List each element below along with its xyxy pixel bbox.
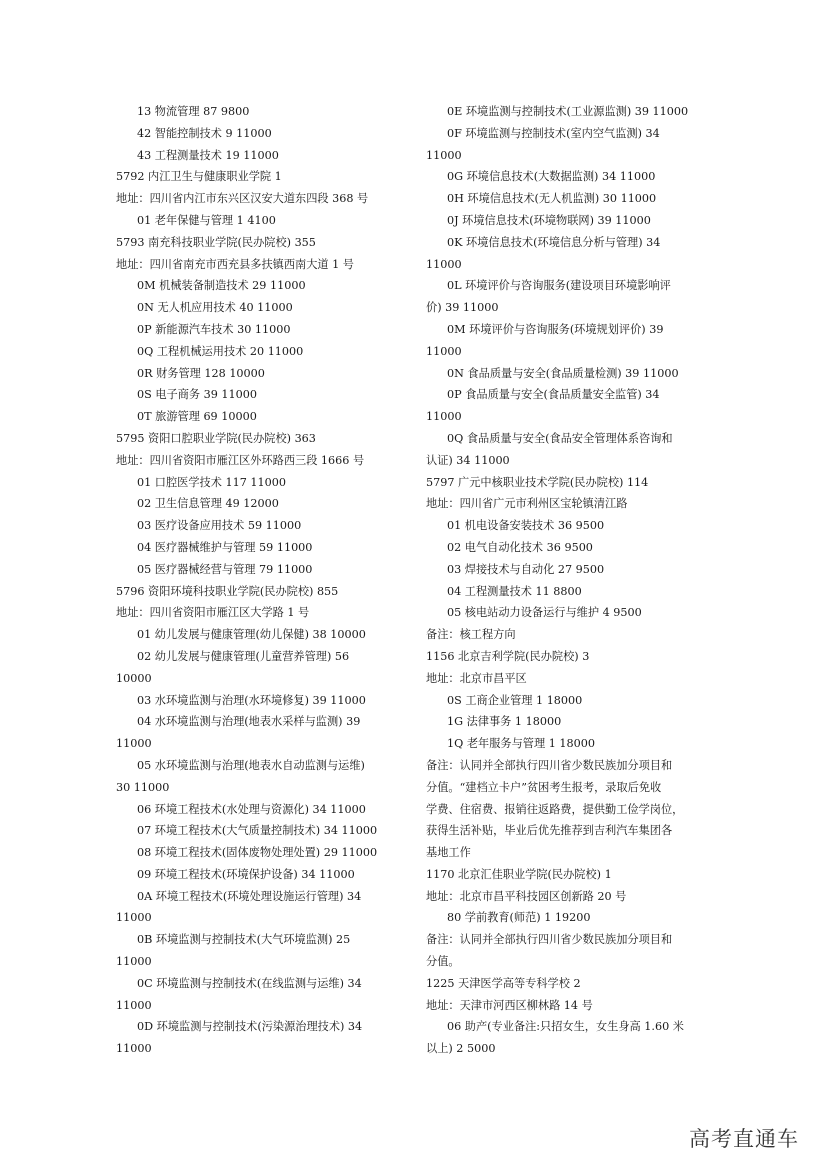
text-line: 08 环境工程技术(固体废物处理处置) 29 11000 bbox=[137, 846, 378, 860]
text-line: 1225 天津医学高等专科学校 2 bbox=[426, 976, 581, 990]
text-line: 分值。 bbox=[426, 955, 460, 969]
text-line: 地址：四川省南充市西充县多扶镇西南大道 1 号 bbox=[116, 257, 354, 271]
text-line: 11000 bbox=[426, 410, 462, 424]
text-line: 学费、住宿费、报销往返路费，提供勤工俭学岗位， bbox=[426, 802, 684, 816]
text-line: 30 11000 bbox=[116, 780, 170, 794]
text-line: 0S 工商企业管理 1 18000 bbox=[447, 693, 583, 707]
text-line: 02 幼儿发展与健康管理(儿童营养管理) 56 bbox=[137, 649, 350, 663]
text-line: 06 环境工程技术(水处理与资源化) 34 11000 bbox=[137, 802, 366, 816]
text-line: 地址：四川省资阳市雁江区外环路西三段 1666 号 bbox=[116, 453, 365, 467]
text-line: 0B 环境监测与控制技术(大气环境监测) 25 bbox=[137, 933, 351, 947]
text-line: 1Q 老年服务与管理 1 18000 bbox=[447, 737, 595, 751]
text-line: 0N 食品质量与安全(食品质量检测) 39 11000 bbox=[447, 366, 679, 380]
text-line: 05 水环境监测与治理(地表水自动监测与运维) bbox=[137, 758, 365, 772]
text-line: 分值。“建档立卡户”贫困考生报考，录取后免收 bbox=[426, 780, 662, 794]
text-line: 0R 财务管理 128 10000 bbox=[137, 366, 265, 380]
text-line: 0Q 工程机械运用技术 20 11000 bbox=[137, 344, 304, 358]
text-line: 0N 无人机应用技术 40 11000 bbox=[137, 301, 293, 315]
text-line: 43 工程测量技术 19 11000 bbox=[137, 148, 279, 162]
text-line: 地址：四川省内江市东兴区汉安大道东四段 368 号 bbox=[116, 192, 369, 206]
text-line: 0A 环境工程技术(环境处理设施运行管理) 34 bbox=[137, 889, 362, 903]
text-line: 0F 环境监测与控制技术(室内空气监测) 34 bbox=[447, 126, 660, 140]
text-line: 06 助产(专业备注:只招女生，女生身高 1.60 米 bbox=[447, 1020, 684, 1034]
text-line: 0P 食品质量与安全(食品质量安全监管) 34 bbox=[447, 388, 660, 402]
text-line: 地址：北京市昌平科技园区创新路 20 号 bbox=[426, 889, 627, 903]
text-line: 02 电气自动化技术 36 9500 bbox=[447, 540, 593, 554]
text-line: 01 机电设备安装技术 36 9500 bbox=[447, 519, 605, 533]
text-line: 0P 新能源汽车技术 30 11000 bbox=[137, 322, 291, 336]
text-line: 11000 bbox=[116, 955, 152, 969]
text-line: 地址：四川省广元市利州区宝轮镇清江路 bbox=[426, 497, 628, 511]
text-line: 备注：认同并全部执行四川省少数民族加分项目和 bbox=[426, 758, 673, 772]
text-line: 07 环境工程技术(大气质量控制技术) 34 11000 bbox=[137, 824, 378, 838]
text-line: 0J 环境信息技术(环境物联网) 39 11000 bbox=[447, 213, 651, 227]
text-line: 5795 资阳口腔职业学院(民办院校) 363 bbox=[116, 431, 316, 445]
text-line: 04 工程测量技术 11 8800 bbox=[447, 584, 582, 598]
text-line: 03 医疗设备应用技术 59 11000 bbox=[137, 519, 302, 533]
text-line: 09 环境工程技术(环境保护设备) 34 11000 bbox=[137, 867, 355, 881]
text-line: 5792 内江卫生与健康职业学院 1 bbox=[116, 170, 282, 184]
text-line: 获得生活补贴，毕业后优先推荐到吉利汽车集团各 bbox=[426, 824, 673, 838]
text-line: 0L 环境评价与咨询服务(建设项目环境影响评 bbox=[447, 279, 671, 293]
right-column bbox=[426, 101, 710, 1060]
text-line: 0D 环境监测与控制技术(污染源治理技术) 34 bbox=[137, 1020, 363, 1034]
text-line: 0K 环境信息技术(环境信息分析与管理) 34 bbox=[447, 235, 661, 249]
text-line: 80 学前教育(师范) 1 19200 bbox=[447, 911, 591, 925]
text-line: 1156 北京吉利学院(民办院校) 3 bbox=[426, 649, 590, 663]
text-line: 0G 环境信息技术(大数据监测) 34 11000 bbox=[447, 170, 656, 184]
text-line: 04 水环境监测与治理(地表水采样与监测) 39 bbox=[137, 715, 361, 729]
text-line: 02 卫生信息管理 49 12000 bbox=[137, 497, 279, 511]
text-line: 03 水环境监测与治理(水环境修复) 39 11000 bbox=[137, 693, 366, 707]
text-line: 0E 环境监测与控制技术(工业源监测) 39 11000 bbox=[447, 105, 689, 118]
text-line: 0C 环境监测与控制技术(在线监测与运维) 34 bbox=[137, 976, 362, 990]
text-line: 认证) 34 11000 bbox=[426, 453, 510, 467]
text-line: 11000 bbox=[116, 1042, 152, 1056]
text-line: 5793 南充科技职业学院(民办院校) 355 bbox=[116, 235, 316, 249]
text-line: 11000 bbox=[116, 737, 152, 751]
text-line: 1G 法律事务 1 18000 bbox=[447, 715, 562, 729]
text-line: 5796 资阳环境科技职业学院(民办院校) 855 bbox=[116, 584, 339, 598]
text-line: 5797 广元中核职业技术学院(民办院校) 114 bbox=[426, 475, 649, 489]
watermark-text: 高考直通车 bbox=[689, 1127, 799, 1151]
text-line: 11000 bbox=[116, 911, 152, 925]
text-line: 以上) 2 5000 bbox=[426, 1042, 496, 1056]
text-line: 0H 环境信息技术(无人机监测) 30 11000 bbox=[447, 192, 657, 206]
text-line: 11000 bbox=[116, 998, 152, 1012]
text-line: 1170 北京汇佳职业学院(民办院校) 1 bbox=[426, 867, 612, 881]
text-line: 价) 39 11000 bbox=[426, 301, 499, 315]
text-line: 地址：天津市河西区柳林路 14 号 bbox=[426, 998, 593, 1012]
text-line: 01 口腔医学技术 117 11000 bbox=[137, 475, 286, 489]
text-line: 01 幼儿发展与健康管理(幼儿保健) 38 10000 bbox=[137, 628, 366, 642]
text-line: 0S 电子商务 39 11000 bbox=[137, 388, 258, 402]
text-line: 备注：核工程方向 bbox=[426, 628, 516, 642]
text-line: 10000 bbox=[116, 671, 152, 685]
text-line: 05 医疗器械经营与管理 79 11000 bbox=[137, 562, 313, 576]
text-line: 0T 旅游管理 69 10000 bbox=[137, 410, 257, 424]
text-line: 0M 环境评价与咨询服务(环境规划评价) 39 bbox=[447, 322, 664, 336]
text-line: 01 老年保健与管理 1 4100 bbox=[137, 213, 276, 227]
text-line: 11000 bbox=[426, 344, 462, 358]
text-line: 基地工作 bbox=[426, 846, 471, 860]
text-line: 0Q 食品质量与安全(食品安全管理体系咨询和 bbox=[447, 431, 673, 445]
text-line: 11000 bbox=[426, 148, 462, 162]
left-column bbox=[116, 101, 414, 1060]
text-line: 04 医疗器械维护与管理 59 11000 bbox=[137, 540, 313, 554]
text-line: 42 智能控制技术 9 11000 bbox=[137, 126, 272, 140]
text-line: 地址：北京市昌平区 bbox=[426, 671, 527, 685]
text-line: 13 物流管理 87 9800 bbox=[137, 105, 250, 118]
text-line: 05 核电站动力设备运行与维护 4 9500 bbox=[447, 606, 642, 620]
text-line: 11000 bbox=[426, 257, 462, 271]
text-line: 备注：认同并全部执行四川省少数民族加分项目和 bbox=[426, 933, 673, 947]
text-line: 03 焊接技术与自动化 27 9500 bbox=[447, 562, 605, 576]
text-line: 0M 机械装备制造技术 29 11000 bbox=[137, 279, 306, 293]
text-line: 地址：四川省资阳市雁江区大学路 1 号 bbox=[116, 606, 310, 620]
